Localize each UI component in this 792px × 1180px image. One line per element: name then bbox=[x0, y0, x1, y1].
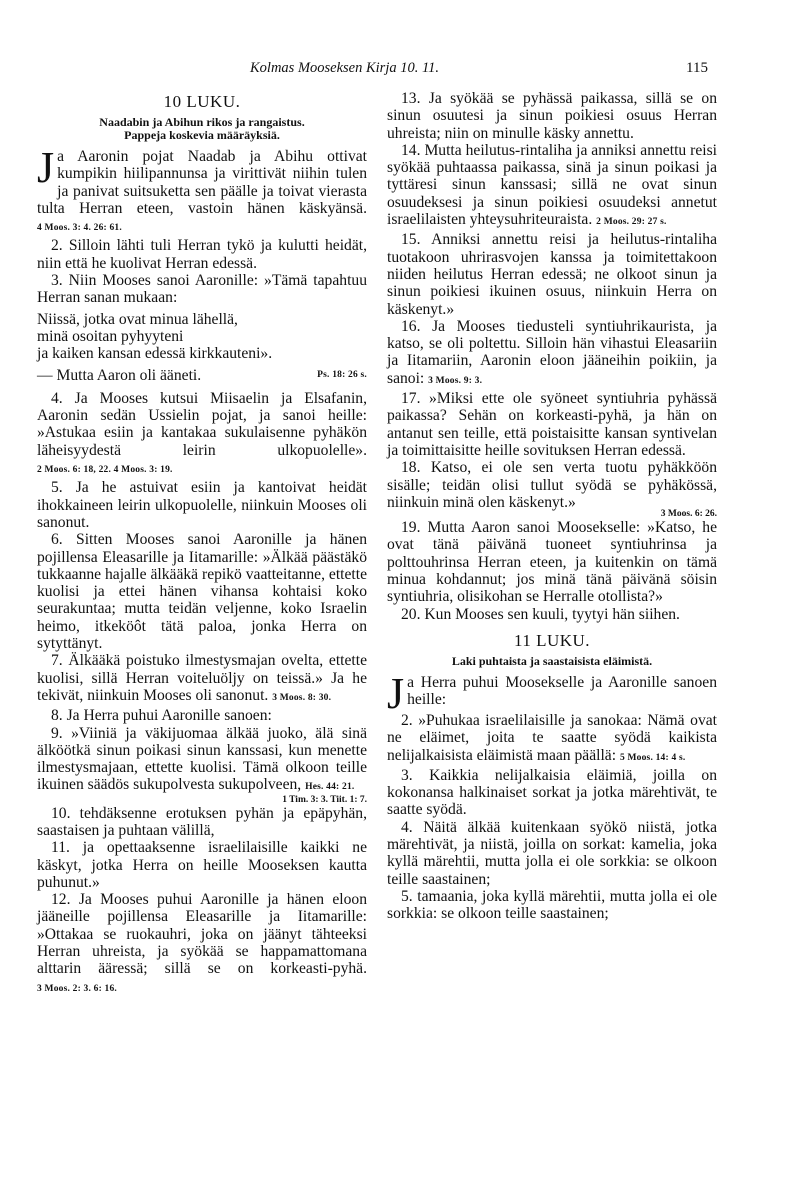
dropcap: J bbox=[37, 143, 55, 192]
cross-reference: 5 Moos. 14: 4 s. bbox=[619, 752, 686, 763]
chapter-10-summary bbox=[37, 116, 367, 142]
chapter-10-title: 10 LUKU. bbox=[163, 92, 241, 111]
page-header bbox=[0, 60, 792, 82]
poem-line: Niissä, jotka ovat minua lähellä, bbox=[37, 310, 238, 328]
verse-11-1 bbox=[387, 668, 717, 718]
poem-line: ja kaiken kansan edessä kirkkauteni». bbox=[37, 345, 273, 363]
verse-10-2: 2. Silloin lähti tuli Herran tykö ja kulutti heidät, niin että he kuolivat Herran edessä. bbox=[37, 237, 367, 272]
verse-11-2-text: 2. »Puhukaa israelilaisille ja sanokaa: Nämä ovat ne eläimet, joita te saatte syödä kaikista nelijalkaisista eläimistä maan päällä: bbox=[387, 711, 717, 764]
verse-10-14 bbox=[387, 142, 717, 231]
cross-reference: 2 Moos. 29: 27 s. bbox=[596, 217, 667, 228]
verse-10-8: 8. Ja Herra puhui Aaronille sanoen: bbox=[51, 707, 272, 725]
verse-10-15: 15. Anniksi annettu reisi ja heilutus-rintaliha tuotakoon uhrirasvojen kanssa ja toimitettakoon niiden heilutus Herran edessä; ne olkoot sinun ja sinun poikiesi ikuinen osuus, niinkuin Herra on käskenyt.» bbox=[387, 231, 717, 318]
chapter-10-summary-line-1: Naadabin ja Abihun rikos ja rangaistus. bbox=[99, 115, 305, 129]
chapter-10-summary-line-2: Pappeja koskevia määräyksiä. bbox=[124, 128, 280, 142]
dropcap: J bbox=[387, 668, 405, 718]
verse-11-2 bbox=[387, 712, 717, 767]
chapter-11-title: 11 LUKU. bbox=[513, 630, 591, 650]
verse-10-5: 5. Ja he astuivat esiin ja kantoivat heidät ihokkaineen leirin ulkopuolelle, niinkuin Mooses oli sanonut. bbox=[37, 479, 367, 531]
verse-10-3-end-text: — Mutta Aaron oli ääneti. bbox=[37, 366, 202, 384]
verse-10-19: 19. Mutta Aaron sanoi Moosekselle: »Katso, he ovat tänä päivänä tuoneet syntiuhrinsa ja polttouhrinsa Herran eteen, ja kuitenkin on tämä minua kohdannut; jos minä tänä päivänä söisin syntiuhria, olisikohan se Herralle otollista?» bbox=[387, 519, 717, 606]
cross-reference: 3 Moos. 6: 26. bbox=[660, 509, 717, 520]
page-number: 115 bbox=[686, 60, 708, 76]
verse-10-1-text: a Aaronin pojat Naadab ja Abihu ottivat kumpikin hiilipannunsa ja virittivät niihin tulen ja panivat suitsuketta sen päälle ja toivat vierasta tulta Herran eteen, vastoin hänen käskyänsä. bbox=[37, 148, 367, 217]
verse-10-3-end bbox=[37, 367, 367, 384]
verse-10-4-text: 4. Ja Mooses kutsui Miisaelin ja Elsafanin, Aaronin sedän Ussielin pojat, ja sanoi heille: »Astukaa esiin ja kantakaa sukulaisenne pyhäkön läheisyydestä leirin ulkopuolelle». bbox=[37, 389, 367, 459]
verse-11-3: 3. Kaikkia nelijalkaisia eläimiä, joilla on kokonansa halkinaiset sorkat ja jotka märehtivät, te saatte syödä. bbox=[387, 766, 717, 819]
verse-10-16 bbox=[387, 318, 717, 390]
verse-10-9 bbox=[37, 725, 367, 797]
poem-line: minä osoitan pyhyyteni bbox=[37, 327, 184, 345]
verse-11-1-text: a Herra puhui Moosekselle ja Aaronille sanoen heille: bbox=[407, 673, 717, 709]
running-title: Kolmas Mooseksen Kirja 10. 11. bbox=[250, 60, 440, 76]
verse-11-5: 5. tamaania, joka kyllä märehtii, mutta jolla ei ole sorkkia: se olkoon teille saastainen; bbox=[387, 887, 717, 923]
verse-10-3-poem bbox=[37, 311, 367, 363]
verse-10-10: 10. tehdäksenne erotuksen pyhän ja epäpyhän, saastaisen ja puhtaan välillä, bbox=[37, 804, 367, 839]
verse-10-12 bbox=[37, 891, 367, 998]
verse-10-9-text: 9. »Viiniä ja väkijuomaa älkää juoko, älä sinä älköötkä sinun poikasi sinun kanssasi, kun menette ilmestysmajaan, ettette kuolisi. Tämä olkoon teille ikuinen säädös sukupolvesta sukupolveen, bbox=[37, 724, 367, 794]
cross-reference: 3 Moos. 8: 30. bbox=[272, 692, 332, 703]
verse-10-16-text: 16. Ja Mooses tiedusteli syntiuhrikaurista, ja katso, se oli poltettu. Silloin hän vihastui Eleasariin ja Iitamariin, Aaronin eloon jääneihin poikiin, ja sanoi: bbox=[387, 317, 717, 387]
cross-reference: 1 Tim. 3: 3. Tiit. 1: 7. bbox=[282, 794, 367, 805]
verse-10-20: 20. Kun Mooses sen kuuli, tyytyi hän siihen. bbox=[401, 605, 680, 623]
cross-reference: 3 Moos. 2: 3. 6: 16. bbox=[37, 983, 117, 994]
verse-10-3: 3. Niin Mooses sanoi Aaronille: »Tämä tapahtuu Herran sanan mukaan: bbox=[37, 272, 367, 307]
cross-reference: Hes. 44: 21. bbox=[305, 782, 355, 793]
verse-10-13: 13. Ja syökää se pyhässä paikassa, sillä se on sinun osuutesi ja sinun poikiesi osuus Herran uhreista; niin on minulle käsky annettu. bbox=[387, 90, 717, 142]
left-column bbox=[37, 90, 367, 998]
verse-10-6: 6. Sitten Mooses sanoi Aaronille ja hänen pojillensa Eleasarille ja Iitamarille: »Älkää päästäkö tukkaanne hajalle älkääkä repikö vaatteitanne, ettette kuolisi ja ettei hänen vihansa kohtaisi koko seurakuntaa; mutta teidän veljenne, koko Israelin heimo, itkeköôt tätä paloa, jonka Herra on sytyttänyt. bbox=[37, 531, 367, 653]
cross-reference: 4 Moos. 3: 4. 26: 61. bbox=[37, 223, 122, 234]
verse-10-18: 18. Katso, ei ole sen verta tuotu pyhäkköön sisälle; teidän olisi tullut syödä se pyhäkössä, niinkuin minä olen käskenyt.» bbox=[387, 459, 717, 511]
verse-11-4: 4. Näitä älkää kuitenkaan syökö niistä, jotka märehtivät, ja niistä, joilla on sorkat: kamelia, joka kyllä märehtii, mutta jolla ei ole sorkkia: se olkoon teille saastainen; bbox=[387, 818, 717, 888]
verse-10-12-text: 12. Ja Mooses puhui Aaronille ja hänen eloon jääneille pojillensa Eleasarille ja Iitamarille: »Ottakaa se ruokauhri, joka on jäänyt tähteeksi Herran uhreista, ja syökää se happamattomana alttarin ääressä; sillä se on korkeasti-pyhä. bbox=[37, 891, 367, 978]
chapter-11-summary: Laki puhtaista ja saastaisista eläimistä. bbox=[451, 653, 653, 668]
verse-10-7-text: 7. Älkääkä poistuko ilmestysmajan ovelta, ettette kuolisi, sillä Herran voiteluöljy on teissä.» Ja he tekivät, niinkuin Mooses oli sanonut. bbox=[37, 652, 367, 704]
verse-10-4 bbox=[37, 390, 367, 479]
verse-10-1 bbox=[37, 143, 367, 237]
cross-reference: Ps. 18: 26 s. bbox=[317, 369, 367, 380]
verse-10-7 bbox=[37, 652, 367, 707]
cross-reference: 3 Moos. 9: 3. bbox=[428, 375, 483, 386]
verse-10-14-text: 14. Mutta heilutus-rintaliha ja anniksi annettu reisi syökää puhtaassa paikassa, sinä ja sinun poikasi ja tyttäresi sinun kanssasi; sillä ne ovat sinun osuudeksesi ja sinun poikiesi osuudeksi annetut israelilaisten yhteysuhriteuraista. bbox=[387, 141, 717, 229]
verse-10-11: 11. ja opettaaksenne israelilaisille kaikki ne käskyt, jotka Herra on heille Mooseksen kautta puhunut.» bbox=[37, 839, 367, 891]
cross-reference: 2 Moos. 6: 18, 22. 4 Moos. 3: 19. bbox=[37, 465, 173, 476]
right-column bbox=[387, 90, 717, 922]
verse-10-17: 17. »Miksi ette ole syöneet syntiuhria pyhässä paikassa? Sehän on korkeasti-pyhä, ja hän on antanut sen teille, että poistaisitte kansan syntivelan ja toimittaisitte heille sovituksen Herran edessä. bbox=[387, 390, 717, 459]
